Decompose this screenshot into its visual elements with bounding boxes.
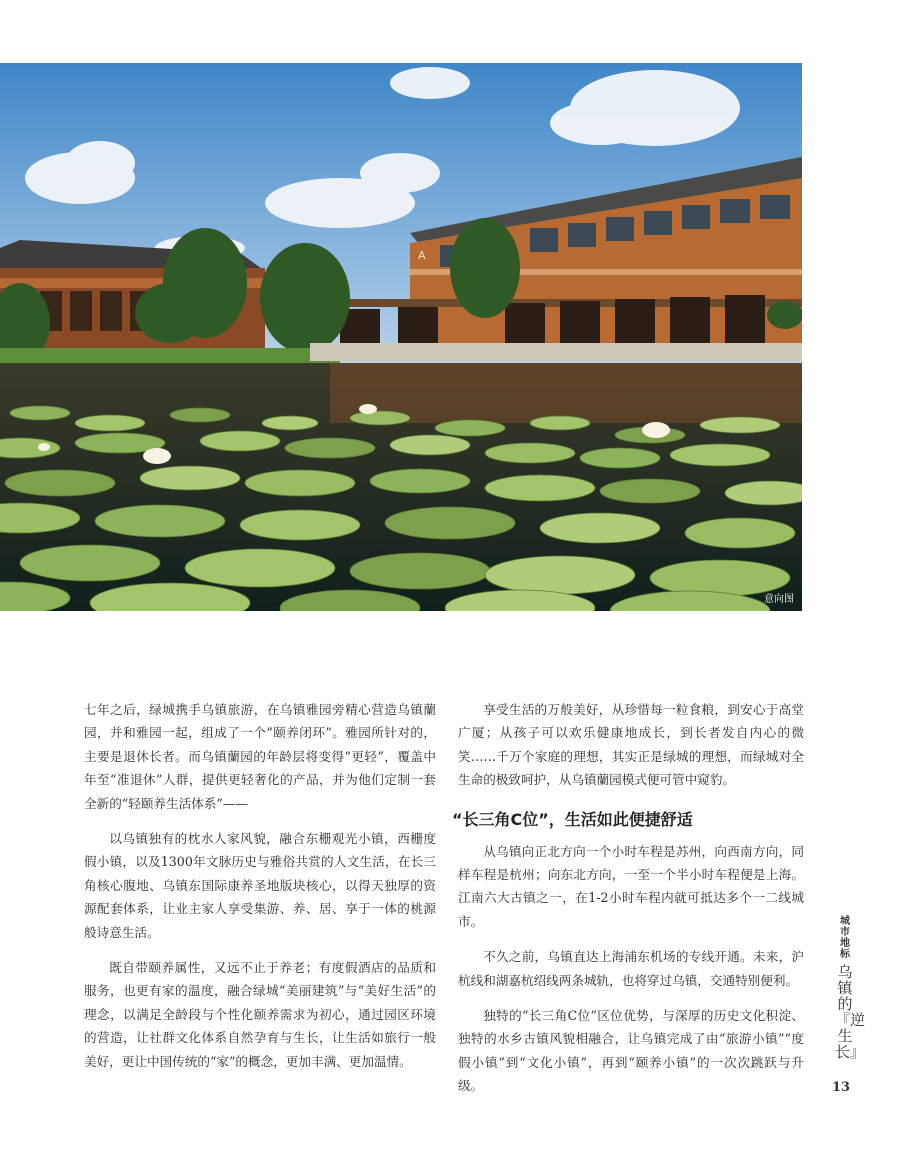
svg-text:A: A bbox=[418, 249, 426, 262]
paragraph: 不久之前，乌镇直达上海浦东机场的专线开通。未来，沪杭线和湖嘉杭绍线两条城轨，也将穿过乌镇，交通特别便利。 bbox=[458, 949, 804, 988]
lily-pad bbox=[140, 466, 240, 490]
lily-pad bbox=[20, 545, 160, 581]
lily-pad bbox=[185, 549, 335, 587]
lily-pad bbox=[670, 444, 770, 466]
photo-caption: 意向图 bbox=[764, 594, 794, 605]
lily-pad bbox=[485, 443, 575, 463]
lily-pad bbox=[170, 408, 230, 422]
lily-pad bbox=[75, 415, 145, 431]
lily-pad bbox=[725, 481, 802, 505]
pond-building-illustration bbox=[0, 63, 802, 611]
walkway bbox=[310, 343, 802, 361]
lily-pad bbox=[485, 475, 595, 501]
lily-pad bbox=[600, 479, 700, 503]
paragraph: 七年之后，绿城携手乌镇旅游，在乌镇雅园旁精心营造乌镇蘭园，并和雅园一起，组成了一个“颐养闭环”。雅园所针对的，主要是退休长者。而乌镇蘭园的年龄层将变得“更轻”，覆盖中年至“准退休”人群，提供更轻奢化的产品，并为他们定制一套全新的“轻颐养生活体系”—— bbox=[84, 702, 436, 811]
lily-pad bbox=[685, 518, 795, 548]
lily-pad bbox=[350, 553, 490, 589]
section-heading: “长三角C位”，生活如此便捷舒适 bbox=[452, 809, 693, 829]
lily-pad bbox=[390, 435, 470, 455]
lily-pad bbox=[385, 507, 515, 539]
left-column bbox=[84, 698, 436, 1085]
lily-pad bbox=[580, 448, 660, 468]
lily-pad bbox=[95, 505, 225, 537]
lily-pad bbox=[262, 416, 318, 430]
lily-pad bbox=[370, 469, 470, 493]
paragraph: 独特的“长三角C位”区位优势，与深厚的历史文化积淀、独特的水乡古镇风貌相融合，让乌镇完成了由“旅游小镇”“度假小镇”到“文化小镇”，再到“颐养小镇”的一次次跳跃与升级。 bbox=[458, 1008, 804, 1094]
section-side-label bbox=[835, 916, 866, 1078]
lily-pad bbox=[485, 556, 635, 594]
page-number: 13 bbox=[832, 1080, 851, 1095]
lily-pad bbox=[10, 406, 70, 420]
lily-pad bbox=[435, 420, 505, 436]
side-label-title: 乌镇的『逆生长』 bbox=[835, 963, 866, 1061]
lily-pad bbox=[240, 510, 360, 540]
paragraph: 从乌镇向正北方向一个小时车程是苏州，向西南方向，同样车程是杭州；向东北方向，一至一个半小时车程便是上海。江南六大古镇之一，在1-2小时车程内就可抵达多个一二线城市。 bbox=[458, 843, 804, 929]
lily-pad bbox=[5, 470, 115, 496]
lily-pad bbox=[350, 411, 410, 425]
lily-pad bbox=[245, 470, 355, 496]
lily-pad bbox=[540, 513, 660, 543]
lily-pad bbox=[530, 416, 590, 430]
right-column bbox=[452, 698, 804, 1110]
paragraph: 以乌镇独有的枕水人家风貌，融合东栅观光小镇，西栅度假小镇，以及1300年文脉历史与雅俗共赏的人文生活，在长三角核心腹地、乌镇东国际康养圣地版块核心，以得天独厚的资源配套体系，让业主家人享受集游、养、居、享于一体的桃源般诗意生活。 bbox=[84, 831, 436, 940]
paragraph: 享受生活的万般美好，从珍惜每一粒食粮，到安心于高堂广厦；从孩子可以欢乐健康地成长，到长者发自内心的微笑……千万个家庭的理想，其实正是绿城的理想，而绿城对全生命的极致呵护，从乌镇蘭园模式便可管中窥豹。 bbox=[458, 702, 804, 788]
hero-photo bbox=[0, 63, 802, 611]
lily-pad bbox=[285, 438, 375, 458]
lily-pad bbox=[200, 431, 280, 451]
side-label-category: 城市地标 bbox=[840, 916, 850, 960]
paragraph: 既自带颐养属性，又远不止于养老；有度假酒店的品质和服务，也更有家的温度，融合绿城“美丽建筑”与“美好生活”的理念，以满足全龄段与个性化颐养需求为初心，通过园区环境的营造，让社群文化体系自然孕育与生长，让生活如旅行一般美好，更让中国传统的“家”的概念，更加丰满、更加温情。 bbox=[84, 960, 436, 1069]
lily-pad bbox=[700, 417, 780, 433]
